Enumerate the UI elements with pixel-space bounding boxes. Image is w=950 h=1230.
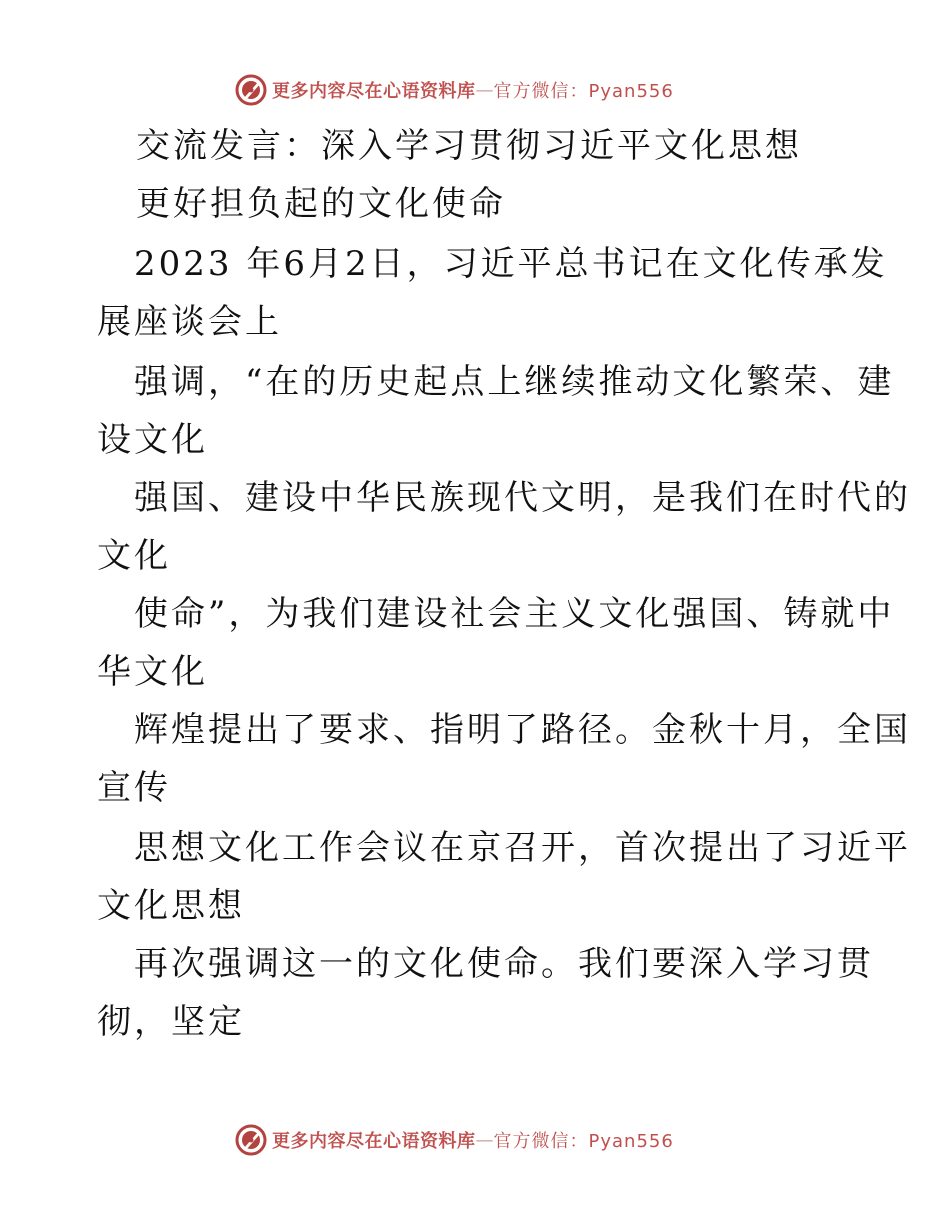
banner-dash: — [475,79,494,101]
body-line: 2023 年6月2日，习近平总书记在文化传承发 [134,244,888,284]
body-line: 文化思想 [97,886,245,926]
body-line: 宣传 [97,768,171,808]
body-line: 展座谈会上 [97,302,282,342]
body-line: 再次强调这一的文化使命。我们要深入学习贯 [134,944,874,984]
banner-brand: 更多内容尽在心语资料库 [272,1131,476,1152]
banner-dash: — [475,1129,494,1151]
header-banner [234,72,674,108]
body-line: 思想文化工作会议在京召开，首次提出了习近平 [134,828,911,868]
body-line: 文化 [97,536,171,576]
banner-wechat: 官方微信：Pyan556 [493,1131,674,1152]
banner-brand: 更多内容尽在心语资料库 [272,81,476,102]
body-line: 设文化 [97,420,208,460]
body-line: 强国、建设中华民族现代文明，是我们在时代的 [134,478,911,518]
footer-banner [234,1122,674,1158]
pen-seal-logo-icon [234,73,268,107]
doc-title-line-1: 交流发言：深入学习贯彻习近平文化思想 [136,126,802,166]
banner-wechat: 官方微信：Pyan556 [493,81,674,102]
body-line: 使命”，为我们建设社会主义文化强国、铸就中 [134,594,895,634]
body-line: 辉煌提出了要求、指明了路径。金秋十月，全国 [134,710,911,750]
doc-title-line-2: 更好担负起的文化使命 [136,184,506,224]
body-line: 华文化 [97,652,208,692]
pen-seal-logo-icon [234,1123,268,1157]
body-line: 强调，“在的历史起点上继续推动文化繁荣、建 [134,362,895,402]
body-line: 彻，坚定 [97,1002,245,1042]
